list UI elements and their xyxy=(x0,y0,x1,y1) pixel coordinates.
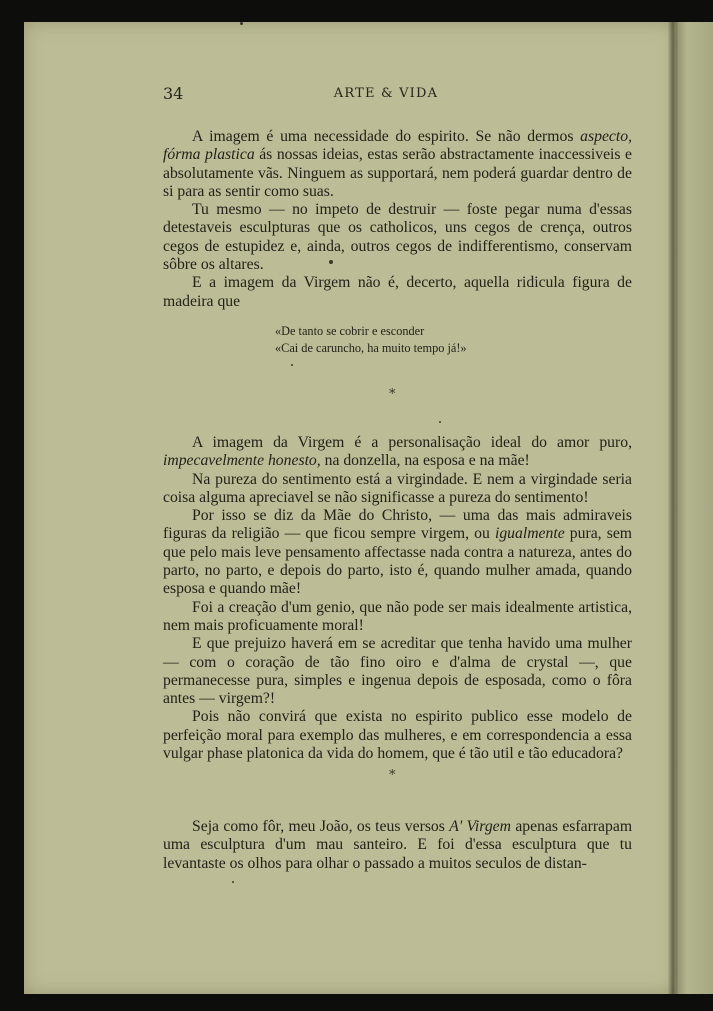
text-run: Pois não convirá que exista no espirito publico esse modelo de perfeição moral para exemplo das mulheres, e em correspondencia a essa vulgar phase platonica da vida do homem, que é tão util e tão educadora? xyxy=(163,708,632,763)
paragraph xyxy=(163,635,632,708)
text-run: ás nossas ideias, estas serão abstractamente inaccessiveis e absolutamente vãs. Ninguem as supportará, nem poderá guardar dentro de si para as sentir como suas. xyxy=(163,146,632,200)
text-run: Seja como fôr, meu João, os teus versos xyxy=(192,818,450,835)
page-header xyxy=(139,84,633,108)
page-number: 34 xyxy=(163,84,184,103)
text-run: pura, sem que pelo mais leve pensamento affectasse nada contra a natureza, antes do parto, no parto, e depois do parto, isto é, quando mulher amada, quando esposa e quando mãe! xyxy=(163,525,632,598)
adjacent-page-edge xyxy=(676,22,713,994)
text-run: A imagem é uma necessidade do espirito. Se não dermos xyxy=(192,128,581,145)
paper-speck xyxy=(439,421,441,423)
section-3-text xyxy=(163,818,632,873)
paper-speck xyxy=(329,260,333,264)
paper-speck xyxy=(291,364,293,366)
paragraph xyxy=(163,507,632,598)
text-run: Por isso se diz da Mãe do Christo, — uma das mais admiraveis figuras da religião — que ficou sempre virgem, ou xyxy=(163,507,632,543)
verse-line: «De tanto se cobrir e esconder xyxy=(275,324,425,338)
italic-text: A' Virgem xyxy=(449,818,511,835)
text-run: E que prejuizo haverá em se acreditar que tenha havido uma mulher — com o coração de tão fino oiro e d'alma de crystal —, que permanecesse pura, simples e ingenua depois de esposada, como o fôra antes — virgem?! xyxy=(163,635,632,708)
paragraph xyxy=(163,128,632,201)
italic-text: aspecto, fórma plastica xyxy=(163,128,632,164)
text-run: apenas esfarrapam uma esculptura d'um mau santeiro. E foi d'essa esculptura que tu levantaste os olhos para olhar o passado a muitos seculos de distan- xyxy=(163,818,633,872)
italic-text: igualmente xyxy=(494,525,565,543)
text-run: Na pureza do sentimento está a virgindade. E nem a virgindade seria coisa alguma apreciavel se não significasse a pureza do sentimento! xyxy=(163,470,632,506)
text-run: Tu mesmo — no impeto de destruir — foste pegar numa d'essas detestaveis esculpturas que os catholicos, uns cegos de crença, outros cegos de estupidez e, ainda, outros cegos de indifferentismo, conservam sôbre os altares. xyxy=(163,201,632,274)
paragraph xyxy=(163,818,632,873)
running-title: ARTE & VIDA xyxy=(333,86,439,101)
paragraph xyxy=(163,471,632,508)
section-separator: * xyxy=(389,768,396,783)
paper-speck xyxy=(232,881,234,883)
section-2-text xyxy=(163,434,632,763)
section-1-text xyxy=(163,128,632,311)
paragraph xyxy=(163,599,632,636)
paragraph xyxy=(163,434,632,471)
paragraph xyxy=(163,708,632,763)
book-gutter xyxy=(668,22,678,994)
paragraph xyxy=(163,274,632,311)
paper-speck xyxy=(240,22,243,25)
verse-line: «Cai de caruncho, ha muito tempo já!» xyxy=(275,341,467,355)
text-run: Foi a creação d'um genio, que não pode ser mais idealmente artistica, nem mais proficuamente moral! xyxy=(163,598,632,634)
section-separator: * xyxy=(389,387,396,402)
text-run: na donzella, na esposa e na mãe! xyxy=(320,452,530,470)
text-run: E a imagem da Virgem não é, decerto, aquella ridicula figura de madeira que xyxy=(163,274,632,310)
paragraph xyxy=(163,201,632,274)
text-run: A imagem da Virgem é a personalisação ideal do amor puro, xyxy=(192,434,632,451)
verse-quote xyxy=(275,323,467,357)
italic-text: impecavelmente honesto, xyxy=(163,452,321,470)
